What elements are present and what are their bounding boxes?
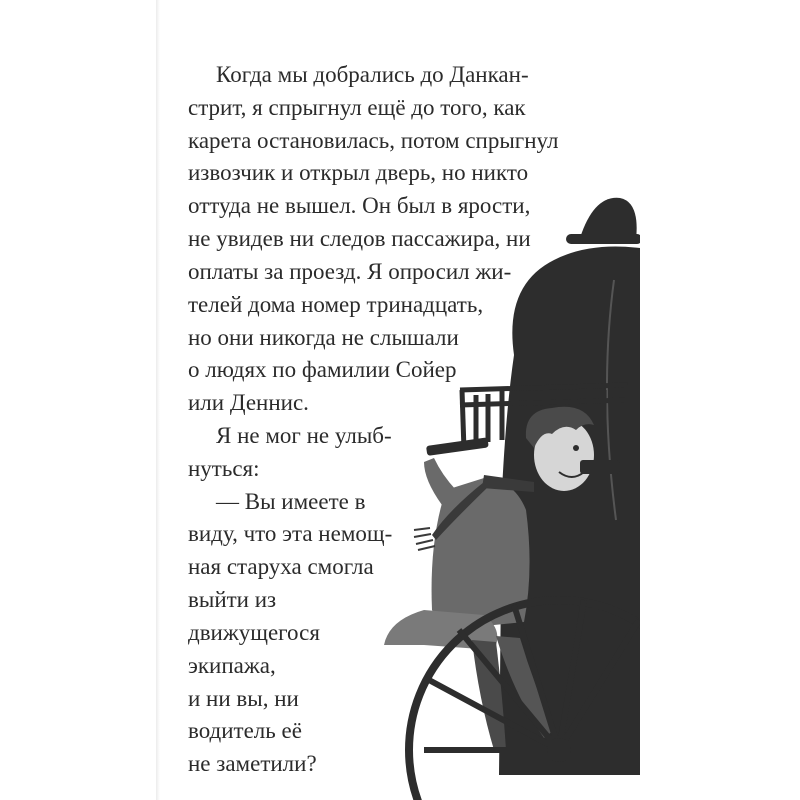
spyglass (426, 437, 489, 456)
text-line: извозчик и открыл дверь, но никто (188, 160, 529, 185)
text-line: Я не мог не улыб- (216, 423, 392, 448)
text-line: не увидев ни следов пассажира, ни (188, 226, 531, 251)
text-line: нуться: (188, 456, 260, 481)
text-line: о людях по фамилии Сойер (188, 357, 457, 382)
scarf-fringe (414, 528, 435, 550)
text-line: не заметили? (188, 751, 317, 776)
text-line: виду, что эта немощ- (188, 521, 393, 546)
text-line: экипажа, (188, 653, 276, 678)
wheel-hub (547, 738, 571, 762)
text-line: но они никогда не слышали (188, 325, 459, 350)
text-line: и ни вы, ни (188, 686, 299, 711)
text-line: ная старуха смогла (188, 554, 374, 579)
text-line: карета остановилась, потом спрыгнул (188, 128, 559, 153)
text-line: Когда мы добрались до Данкан- (216, 62, 529, 87)
text-line: телей дома номер тринадцать, (188, 292, 484, 317)
text-line: водитель её (188, 718, 302, 743)
hat-brim (566, 234, 640, 244)
text-line: выйти из (188, 587, 277, 612)
text-line: оплаты за проезд. Я опросил жи- (188, 259, 512, 284)
text-line: — Вы имеете в (216, 489, 366, 514)
text-line: оттуда не вышел. Он был в ярости, (188, 193, 531, 218)
text-line: движущегося (188, 620, 320, 645)
pipe (580, 460, 620, 474)
boy-eye (573, 445, 579, 451)
text-line: или Деннис. (188, 390, 309, 415)
text-line: стрит, я спрыгнул ещё до того, как (188, 95, 526, 120)
bowler-hat (580, 198, 637, 240)
